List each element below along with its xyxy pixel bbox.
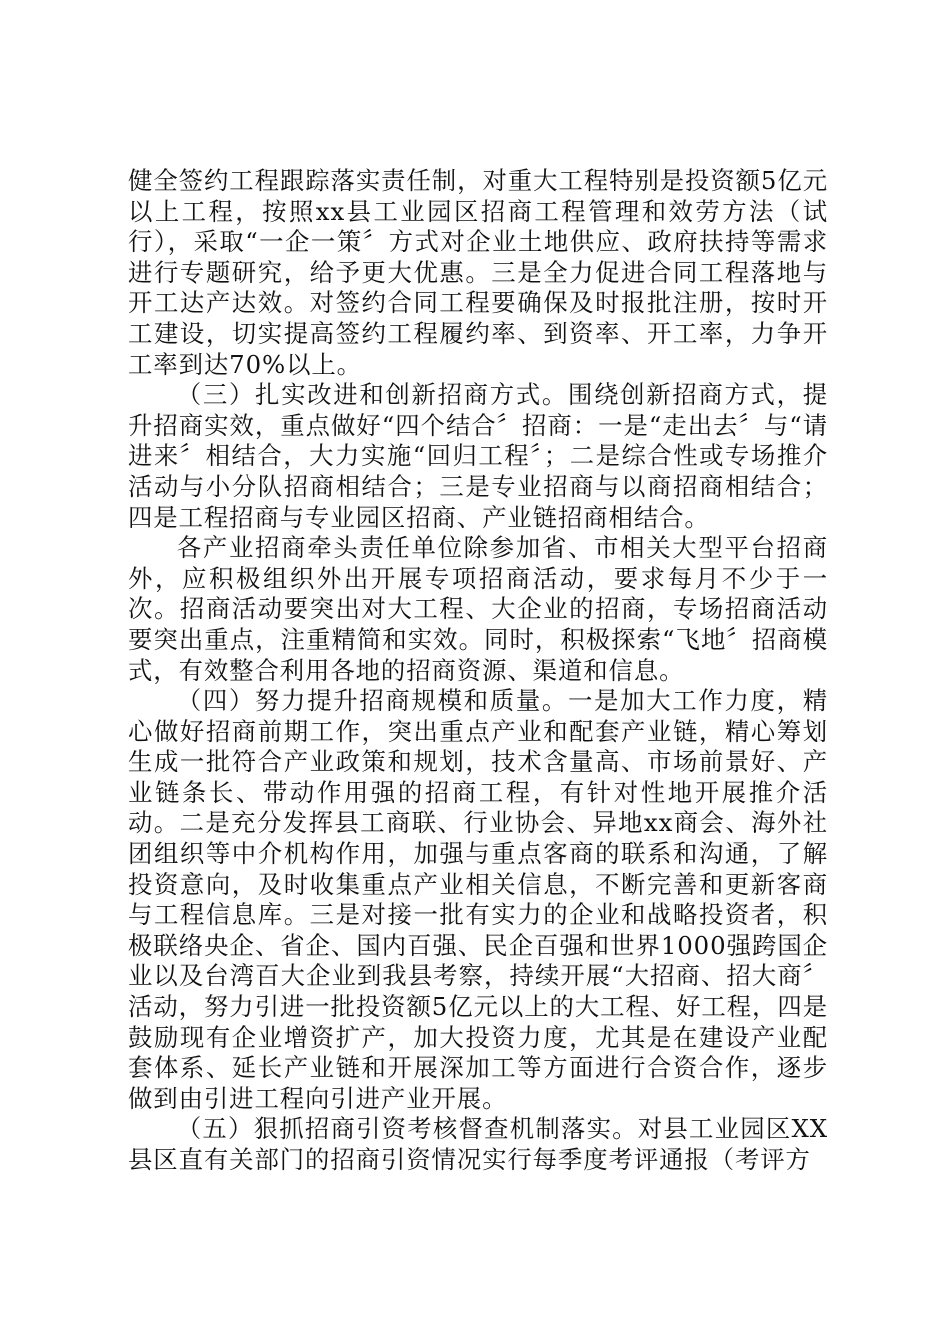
paragraph-section-5-assessment: （五）狠抓招商引资考核督查机制落实。对县工业园区XX县区直有关部门的招商引资情况实行每季度考评通报（考评方 <box>128 1114 828 1174</box>
paragraph-project-tracking: 健全签约工程跟踪落实责任制，对重大工程特别是投资额5亿元以上工程，按照xx县工业园区招商工程管理和效劳方法（试行），采取“一企一策〞方式对企业土地供应、政府扶持等需求进行专题研究，给予更大优惠。三是全力促进合同工程落地与开工达产达效。对签约合同工程要确保及时报批注册，按时开工建设，切实提高签约工程履约率、到资率、开工率，力争开工率到达70%以上。 <box>128 166 828 379</box>
paragraph-industry-leads: 各产业招商牵头责任单位除参加省、市相关大型平台招商外，应积极组织外出开展专项招商活动，要求每月不少于一次。招商活动要突出对大工程、大企业的招商，专场招商活动要突出重点，注重精简和实效。同时，积极探索“飞地〞招商模式，有效整合利用各地的招商资源、渠道和信息。 <box>128 533 828 685</box>
paragraph-section-3-innovation: （三）扎实改进和创新招商方式。围绕创新招商方式，提升招商实效，重点做好“四个结合〞招商：一是“走出去〞与“请进来〞相结合，大力实施“回归工程〞；二是综合性或专场推介活动与小分队招商相结合；三是专业招商与以商招商相结合；四是工程招商与专业园区招商、产业链招商相结合。 <box>128 380 828 532</box>
body-text <box>128 166 828 1176</box>
paragraph-section-4-scale-quality: （四）努力提升招商规模和质量。一是加大工作力度，精心做好招商前期工作，突出重点产业和配套产业链，精心筹划生成一批符合产业政策和规划，技术含量高、市场前景好、产业链条长、带动作用强的招商工程，有针对性地开展推介活动。二是充分发挥县工商联、行业协会、异地xx商会、海外社团组织等中介机构作用，加强与重点客商的联系和沟通，了解投资意向，及时收集重点产业相关信息，不断完善和更新客商与工程信息库。三是对接一批有实力的企业和战略投资者，积极联络央企、省企、国内百强、民企百强和世界1000强跨国企业以及台湾百大企业到我县考察，持续开展“大招商、招大商〞活动，努力引进一批投资额5亿元以上的大工程、好工程，四是鼓励现有企业增资扩产，加大投资力度，尤其是在建设产业配套体系、延长产业链和开展深加工等方面进行合资合作，逐步做到由引进工程向引进产业开展。 <box>128 686 828 1113</box>
